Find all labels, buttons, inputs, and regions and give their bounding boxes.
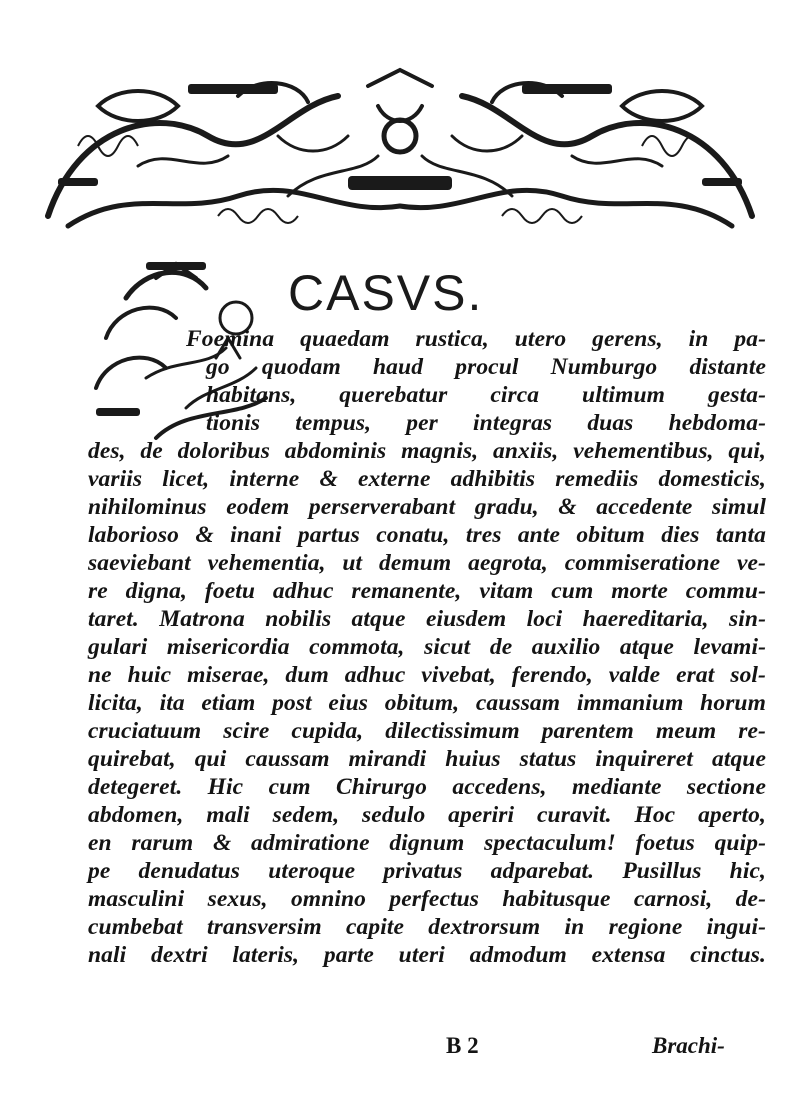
text-line: laborioso & inani partus conatu, tres ante obitum dies tanta <box>88 522 766 548</box>
text-line: ne huic miserae, dum adhuc vivebat, ferendo, valde erat sol- <box>88 662 766 688</box>
text-line: abdomen, mali sedem, sedulo aperiri curavit. Hoc aperto, <box>88 802 766 828</box>
text-line: nihilominus eodem perserverabant gradu, & accedente simul <box>88 494 766 520</box>
page-title: CASVS. <box>288 265 484 321</box>
text-line: variis licet, interne & externe adhibitis remediis domesticis, <box>88 466 766 492</box>
text-line: en rarum & admiratione dignum spectaculum! foetus quip- <box>88 830 766 856</box>
text-line: go quodam haud procul Numburgo distante <box>206 354 766 380</box>
text-line: quirebat, qui caussam mirandi huius status inquireret atque <box>88 746 766 772</box>
text-line: licita, ita etiam post eius obitum, caussam immanium horum <box>88 690 766 716</box>
text-line: habitans, querebatur circa ultimum gesta- <box>206 382 766 408</box>
text-line: nali dextri lateris, parte uteri admodum extensa cinctus. <box>88 942 766 968</box>
text-line: cumbebat transversim capite dextrorsum in regione ingui- <box>88 914 766 940</box>
signature-mark: B 2 <box>446 1033 479 1058</box>
text-line: cruciatuum scire cupida, dilectissimum parentem meum re- <box>88 718 766 744</box>
catchword: Brachi- <box>652 1033 725 1058</box>
text-line: taret. Matrona nobilis atque eiusdem loci haereditaria, sin- <box>88 606 766 632</box>
text-line: des, de doloribus abdominis magnis, anxiis, vehementibus, qui, <box>88 438 766 464</box>
text-line: detegeret. Hic cum Chirurgo accedens, mediante sectione <box>88 774 766 800</box>
text-line: tionis tempus, per integras duas hebdoma- <box>206 410 766 436</box>
text-line: gulari misericordia commota, sicut de auxilio atque levami- <box>88 634 766 660</box>
text-line: Foemina quaedam rustica, utero gerens, in pa- <box>186 326 766 352</box>
text-line: re digna, foetu adhuc remanente, vitam cum morte commu- <box>88 578 766 604</box>
text-line: pe denudatus uteroque privatus adparebat. Pusillus hic, <box>88 858 766 884</box>
text-line: saeviebant vehementia, ut demum aegrota, commiseratione ve- <box>88 550 766 576</box>
text-line: masculini sexus, omnino perfectus habitusque carnosi, de- <box>88 886 766 912</box>
